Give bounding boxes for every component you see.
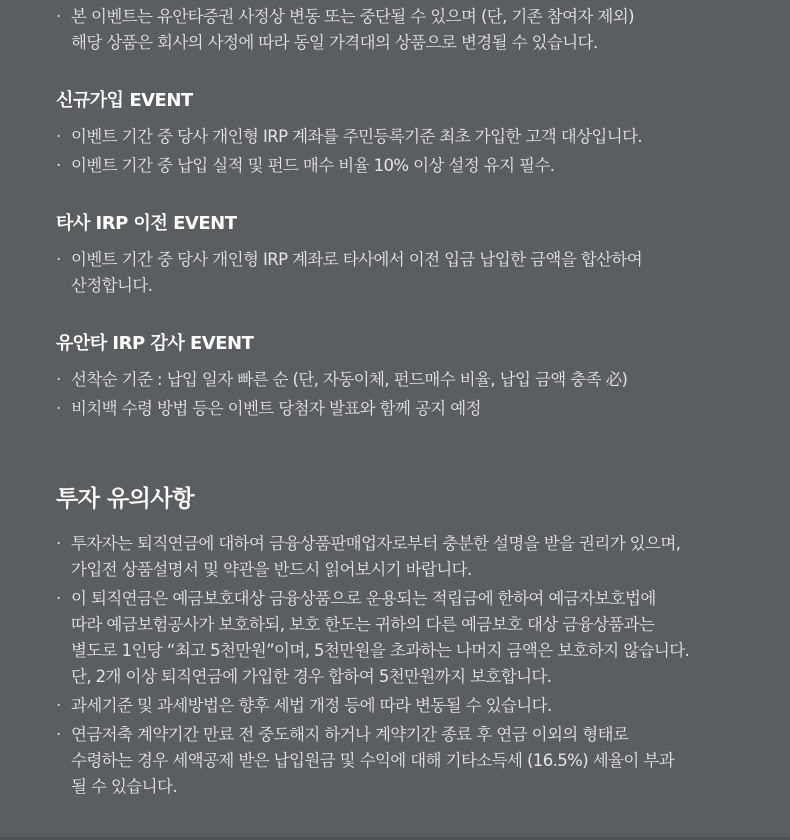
list-item: · 투자자는 퇴직연금에 대하여 금융상품판매업자로부터 충분한 설명을 받을 권리가 있으며, 가입전 상품설명서 및 약관을 반드시 읽어보시기 바랍니다. [56,531,756,583]
section-title-new-signup: 신규가입 EVENT [56,90,193,111]
event-notice-panel [56,0,756,800]
investment-caution-notes [56,531,756,800]
section-title-irp-transfer: 타사 IRP 이전 EVENT [56,213,237,234]
top-notes [56,4,756,56]
list-item: · 비치백 수령 방법 등은 이벤트 당첨자 발표와 함께 공지 예정 [56,396,756,422]
irp-transfer-notes [56,247,756,299]
list-item: · 연금저축 계약기간 만료 전 중도해지 하거나 계약기간 종료 후 연금 이외의 형태로 수령하는 경우 세액공제 받은 납입원금 및 수익에 대해 기타소득세 (16.5%) 세율이 부과 될 수 있습니다. [56,722,756,800]
list-item: · 과세기준 및 과세방법은 향후 세법 개정 등에 따라 변동될 수 있습니다. [56,693,756,719]
list-item: · 이 퇴직연금은 예금보호대상 금융상품으로 운용되는 적립금에 한하여 예금자보호법에 따라 예금보험공사가 보호하되, 보호 한도는 귀하의 다른 예금보호 대상 금융상품과는 별도로 1인당 “최고 5천만원”이며, 5천만원을 초과하는 나머지 금액은 보호하지 않습니다. 단, 2개 이상 퇴직연금에 가입한 경우 합하여 5천만원까지 보호합니다. [56,586,756,690]
list-item: · 이벤트 기간 중 당사 개인형 IRP 계좌를 주민등록기준 최초 가입한 고객 대상입니다. [56,124,756,150]
list-item: · 선착순 기준 : 납입 일자 빠른 순 (단, 자동이체, 펀드매수 비율, 납입 금액 충족 必) [56,367,756,393]
thanks-event-notes [56,367,756,422]
new-signup-notes [56,124,756,179]
list-item: · 본 이벤트는 유안타증권 사정상 변동 또는 중단될 수 있으며 (단, 기존 참여자 제외) 해당 상품은 회사의 사정에 따라 동일 가격대의 상품으로 변경될 수 있습니다. [56,4,756,56]
section-title-thanks-event: 유안타 IRP 감사 EVENT [56,333,254,354]
list-item: · 이벤트 기간 중 납입 실적 및 펀드 매수 비율 10% 이상 설정 유지 필수. [56,153,756,179]
list-item: · 이벤트 기간 중 당사 개인형 IRP 계좌로 타사에서 이전 입금 납입한 금액을 합산하여 산정합니다. [56,247,756,299]
investment-caution-title: 투자 유의사항 [56,486,194,512]
